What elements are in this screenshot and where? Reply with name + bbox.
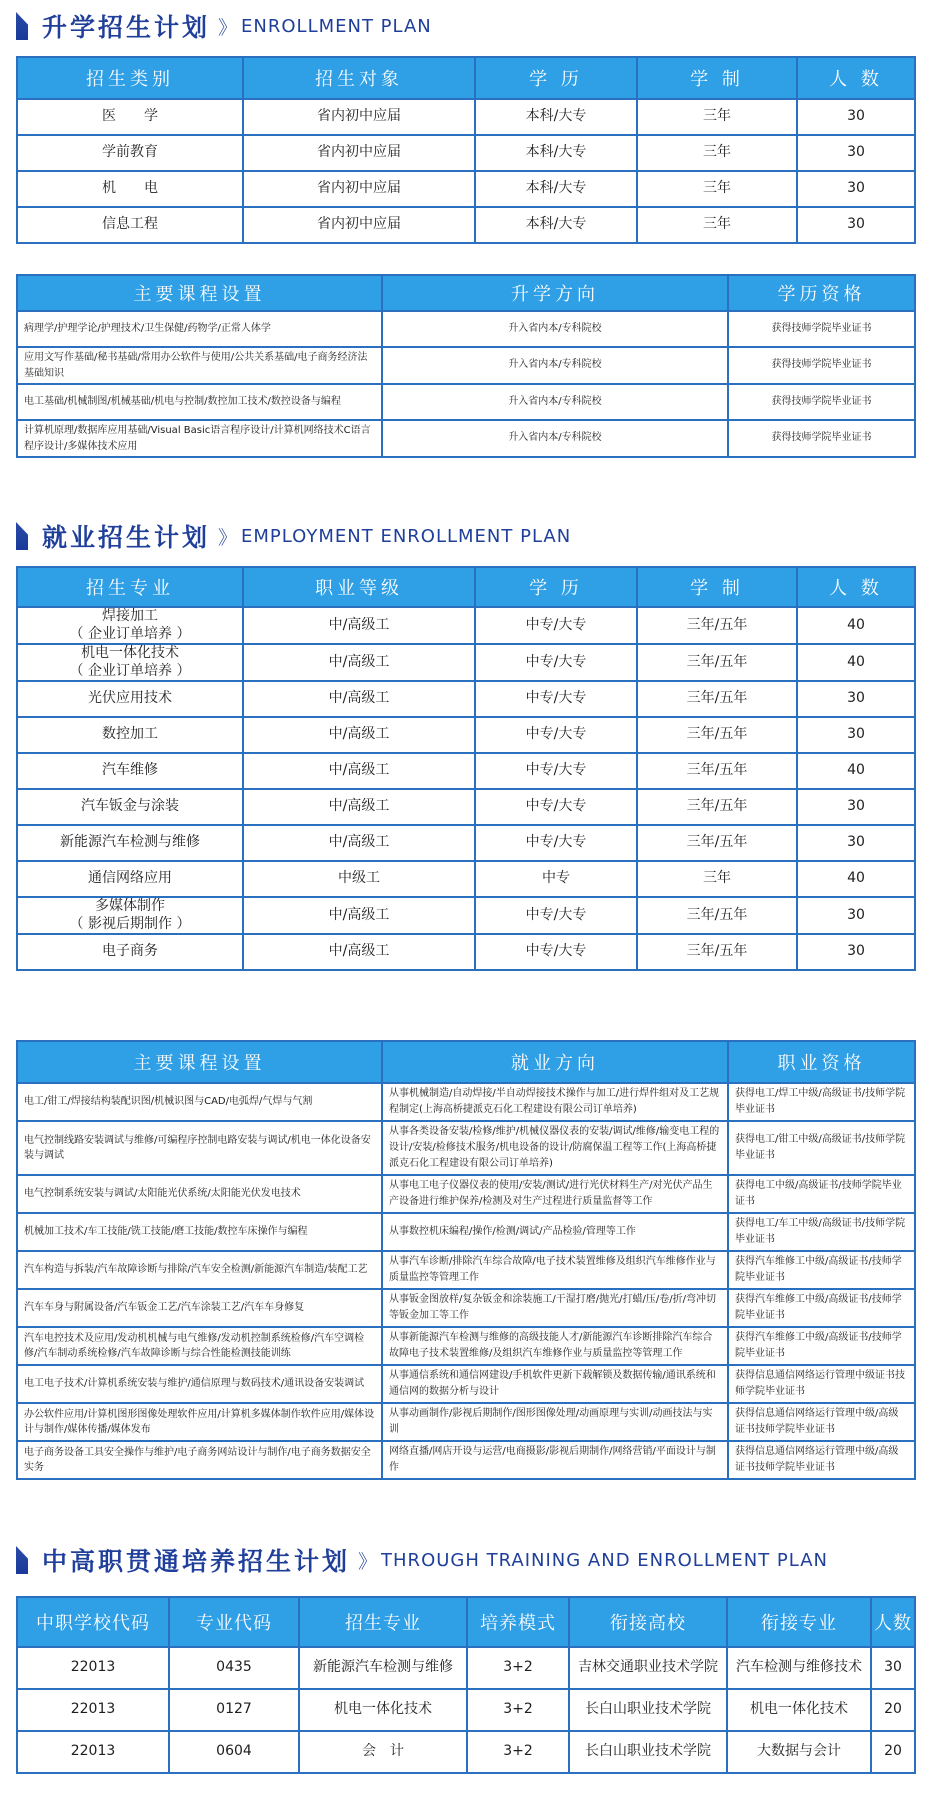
table-cell: 30 — [871, 1647, 915, 1689]
table-row — [17, 717, 915, 753]
column-header: 学 制 — [637, 57, 797, 99]
table-cell: 大数据与会计 — [727, 1731, 871, 1773]
column-header: 主要课程设置 — [17, 1041, 382, 1083]
chevron-right-icon: 》 — [358, 1550, 378, 1573]
table-cell: 吉林交通职业技术学院 — [569, 1647, 727, 1689]
table-cell: 中专/大专 — [475, 717, 637, 753]
table-cell: 通信网络应用 — [17, 861, 243, 897]
column-header: 衔接高校 — [569, 1597, 727, 1647]
table-cell: 长白山职业技术学院 — [569, 1731, 727, 1773]
table-cell: 医 学 — [17, 99, 243, 135]
table-cell: 机 电 — [17, 171, 243, 207]
column-header: 招生专业 — [299, 1597, 467, 1647]
table-cell: 办公软件应用/计算机图形图像处理软件应用/计算机多媒体制作软件应用/媒体设计与制作/媒体传播/媒体发布 — [17, 1403, 382, 1441]
table-cell: 30 — [797, 789, 915, 825]
table-cell: 多媒体制作 （ 影视后期制作 ） — [17, 897, 243, 934]
table-row — [17, 607, 915, 644]
table-cell: 从事电工电子仪器仪表的使用/安装/测试/进行光伏材料生产/对光伏产品生产设备进行维护保养/检测及对生产过程进行质量监督等工作 — [382, 1175, 728, 1213]
table-cell: 中专/大专 — [475, 897, 637, 934]
table-cell: 30 — [797, 897, 915, 934]
table-cell: 省内初中应届 — [243, 99, 475, 135]
table-row — [17, 207, 915, 243]
table-cell: 中/高级工 — [243, 717, 475, 753]
table-row — [17, 897, 915, 934]
section-title-employment — [16, 516, 571, 556]
table-cell: 获得信息通信网络运行管理中级证书技师学院毕业证书 — [728, 1365, 915, 1403]
table-cell: 机械加工技术/车工技能/铣工技能/磨工技能/数控车床操作与编程 — [17, 1213, 382, 1251]
table-cell: 获得电工/车工中级/高级证书/技师学院毕业证书 — [728, 1213, 915, 1251]
table-cell: 三年/五年 — [637, 607, 797, 644]
table-cell: 三年 — [637, 861, 797, 897]
table-cell: 电气控制系统安装与调试/太阳能光伏系统/太阳能光伏发电技术 — [17, 1175, 382, 1213]
table-cell: 中专/大专 — [475, 789, 637, 825]
table-cell: 获得技师学院毕业证书 — [728, 420, 915, 457]
employment-table — [16, 566, 916, 971]
table-row — [17, 644, 915, 681]
section-title-enrollment — [16, 6, 432, 46]
table-cell: 三年/五年 — [637, 897, 797, 934]
employment-course-table — [16, 1040, 916, 1480]
table-cell: 40 — [797, 644, 915, 681]
table-cell: 中专/大专 — [475, 934, 637, 970]
table-row — [17, 1213, 915, 1251]
table-cell: 升入省内本/专科院校 — [382, 420, 728, 457]
table-cell: 长白山职业技术学院 — [569, 1689, 727, 1731]
table-cell: 获得电工中级/高级证书/技师学院毕业证书 — [728, 1175, 915, 1213]
table-cell: 三年 — [637, 207, 797, 243]
column-header: 学 历 — [475, 57, 637, 99]
table-row — [17, 1689, 915, 1731]
column-header: 衔接专业 — [727, 1597, 871, 1647]
table-row — [17, 1731, 915, 1773]
table-cell: 病理学/护理学论/护理技术/卫生保健/药物学/正常人体学 — [17, 311, 382, 347]
table-row — [17, 135, 915, 171]
column-header: 主要课程设置 — [17, 275, 382, 311]
column-header: 职业等级 — [243, 567, 475, 607]
table-cell: 中专/大专 — [475, 753, 637, 789]
table-cell: 中专/大专 — [475, 644, 637, 681]
table-cell: 网络直播/网店开设与运营/电商摄影/影视后期制作/网络营销/平面设计与制作 — [382, 1441, 728, 1479]
column-header: 人 数 — [797, 567, 915, 607]
table-cell: 中/高级工 — [243, 825, 475, 861]
table-cell: 三年/五年 — [637, 789, 797, 825]
table-cell: 电气控制线路安装调试与维修/可编程序控制电路安装与调试/机电一体化设备安装与调试 — [17, 1121, 382, 1175]
table-cell: 获得技师学院毕业证书 — [728, 311, 915, 347]
table-cell: 电子商务设备工具安全操作与维护/电子商务网站设计与制作/电子商务数据安全实务 — [17, 1441, 382, 1479]
table-cell: 30 — [797, 825, 915, 861]
table-row — [17, 1083, 915, 1121]
table-cell: 汽车电控技术及应用/发动机机械与电气维修/发动机控制系统检修/汽车空调检修/汽车制动系统检修/汽车故障诊断与综合性能检测技能训练 — [17, 1327, 382, 1365]
table-cell: 机电一体化技术 — [727, 1689, 871, 1731]
table-cell: 学前教育 — [17, 135, 243, 171]
table-cell: 40 — [797, 607, 915, 644]
table-cell: 获得汽车维修工中级/高级证书/技师学院毕业证书 — [728, 1251, 915, 1289]
table-cell: 电子商务 — [17, 934, 243, 970]
table-cell: 中/高级工 — [243, 681, 475, 717]
table-cell: 30 — [797, 934, 915, 970]
table-cell: 汽车构造与拆装/汽车故障诊断与排除/汽车安全检测/新能源汽车制造/装配工艺 — [17, 1251, 382, 1289]
table-cell: 3+2 — [467, 1647, 569, 1689]
column-header: 人 数 — [797, 57, 915, 99]
section-title-zh: 中高职贯通培养招生计划 — [42, 1547, 351, 1576]
table-cell: 本科/大专 — [475, 99, 637, 135]
table-cell: 省内初中应届 — [243, 207, 475, 243]
table-cell: 中/高级工 — [243, 934, 475, 970]
table-row — [17, 420, 915, 457]
table-row — [17, 934, 915, 970]
table-cell: 30 — [797, 681, 915, 717]
table-cell: 三年 — [637, 99, 797, 135]
table-row — [17, 861, 915, 897]
table-cell: 三年/五年 — [637, 753, 797, 789]
table-cell: 机电一体化技术 （ 企业订单培养 ） — [17, 644, 243, 681]
column-header: 人数 — [871, 1597, 915, 1647]
table-cell: 光伏应用技术 — [17, 681, 243, 717]
table-cell: 中专 — [475, 861, 637, 897]
table-row — [17, 311, 915, 347]
table-cell: 30 — [797, 171, 915, 207]
table-cell: 中专/大专 — [475, 825, 637, 861]
table-cell: 三年/五年 — [637, 825, 797, 861]
table-cell: 中/高级工 — [243, 607, 475, 644]
table-cell: 焊接加工 （ 企业订单培养 ） — [17, 607, 243, 644]
table-cell: 30 — [797, 717, 915, 753]
column-header: 招生对象 — [243, 57, 475, 99]
table-cell: 机电一体化技术 — [299, 1689, 467, 1731]
table-row — [17, 789, 915, 825]
table-cell: 获得信息通信网络运行管理中级/高级证书技师学院毕业证书 — [728, 1441, 915, 1479]
table-cell: 中/高级工 — [243, 789, 475, 825]
table-row — [17, 99, 915, 135]
table-cell: 新能源汽车检测与维修 — [299, 1647, 467, 1689]
section-title-through-training — [16, 1540, 828, 1580]
table-cell: 中专/大专 — [475, 681, 637, 717]
table-cell: 汽车车身与附属设备/汽车钣金工艺/汽车涂装工艺/汽车车身修复 — [17, 1289, 382, 1327]
table-cell: 应用文写作基础/秘书基础/常用办公软件与使用/公共关系基础/电子商务经济法基础知识 — [17, 347, 382, 384]
table-cell: 本科/大专 — [475, 171, 637, 207]
column-header: 招生专业 — [17, 567, 243, 607]
table-row — [17, 825, 915, 861]
column-header: 培养模式 — [467, 1597, 569, 1647]
table-row — [17, 384, 915, 420]
table-row — [17, 681, 915, 717]
table-row — [17, 347, 915, 384]
table-cell: 从事机械制造/自动焊接/半自动焊接技术操作与加工/进行焊件组对及工艺规程制定(上海高桥捷派克石化工程建设有限公司订单培养) — [382, 1083, 728, 1121]
table-cell: 升入省内本/专科院校 — [382, 347, 728, 384]
column-header: 中职学校代码 — [17, 1597, 169, 1647]
table-row — [17, 1441, 915, 1479]
table-cell: 22013 — [17, 1689, 169, 1731]
table-cell: 数控加工 — [17, 717, 243, 753]
table-cell: 从事汽车诊断/排除汽车综合故障/电子技术装置维修及组织汽车维修作业与质量监控等管理工作 — [382, 1251, 728, 1289]
table-cell: 获得技师学院毕业证书 — [728, 347, 915, 384]
table-cell: 获得电工/焊工中级/高级证书/技师学院毕业证书 — [728, 1083, 915, 1121]
table-cell: 从事通信系统和通信网建设/手机软件更新下载解锁及数据传输/通讯系统和通信网的数据分析与设计 — [382, 1365, 728, 1403]
section-title-en: ENROLLMENT PLAN — [241, 15, 432, 37]
table-cell: 计算机原理/数据库应用基础/Visual Basic语言程序设计/计算机网络技术C语言程序设计/多媒体技术应用 — [17, 420, 382, 457]
column-header: 学 制 — [637, 567, 797, 607]
column-header: 学 历 — [475, 567, 637, 607]
table-row — [17, 1289, 915, 1327]
column-header: 职业资格 — [728, 1041, 915, 1083]
table-cell: 电工/钳工/焊接结构装配识图/机械识图与CAD/电弧焊/气焊与气割 — [17, 1083, 382, 1121]
table-cell: 3+2 — [467, 1731, 569, 1773]
section-title-zh: 升学招生计划 — [42, 13, 211, 42]
table-cell: 获得汽车维修工中级/高级证书/技师学院毕业证书 — [728, 1289, 915, 1327]
table-row — [17, 753, 915, 789]
table-cell: 电工电子技术/计算机系统安装与维护/通信原理与数码技术/通讯设备安装调试 — [17, 1365, 382, 1403]
title-marker-icon — [16, 1546, 30, 1574]
table-row — [17, 1251, 915, 1289]
table-cell: 升入省内本/专科院校 — [382, 384, 728, 420]
table-cell: 从事钣金图放样/复杂钣金和涂装施工/干湿打磨/抛光/打蜡/压/卷/折/弯冲切等钣金加工等工作 — [382, 1289, 728, 1327]
table-cell: 汽车钣金与涂装 — [17, 789, 243, 825]
column-header: 招生类别 — [17, 57, 243, 99]
table-cell: 三年 — [637, 171, 797, 207]
through-training-table — [16, 1596, 916, 1774]
table-cell: 汽车检测与维修技术 — [727, 1647, 871, 1689]
table-row — [17, 171, 915, 207]
table-cell: 中/高级工 — [243, 753, 475, 789]
table-cell: 新能源汽车检测与维修 — [17, 825, 243, 861]
table-row — [17, 1327, 915, 1365]
table-cell: 三年 — [637, 135, 797, 171]
table-cell: 会 计 — [299, 1731, 467, 1773]
column-header: 就业方向 — [382, 1041, 728, 1083]
table-cell: 升入省内本/专科院校 — [382, 311, 728, 347]
table-cell: 40 — [797, 861, 915, 897]
table-cell: 三年/五年 — [637, 717, 797, 753]
table-cell: 电工基础/机械制图/机械基础/机电与控制/数控加工技术/数控设备与编程 — [17, 384, 382, 420]
table-cell: 3+2 — [467, 1689, 569, 1731]
table-cell: 汽车维修 — [17, 753, 243, 789]
column-header: 专业代码 — [169, 1597, 299, 1647]
table-cell: 本科/大专 — [475, 207, 637, 243]
table-cell: 信息工程 — [17, 207, 243, 243]
table-cell: 获得汽车维修工中级/高级证书/技师学院毕业证书 — [728, 1327, 915, 1365]
table-row — [17, 1647, 915, 1689]
table-cell: 0435 — [169, 1647, 299, 1689]
table-cell: 三年/五年 — [637, 934, 797, 970]
table-cell: 本科/大专 — [475, 135, 637, 171]
table-cell: 22013 — [17, 1731, 169, 1773]
table-cell: 获得信息通信网络运行管理中级/高级证书技师学院毕业证书 — [728, 1403, 915, 1441]
title-marker-icon — [16, 522, 30, 550]
table-cell: 30 — [797, 207, 915, 243]
table-row — [17, 1365, 915, 1403]
table-cell: 省内初中应届 — [243, 171, 475, 207]
table-cell: 三年/五年 — [637, 681, 797, 717]
table-cell: 20 — [871, 1731, 915, 1773]
table-row — [17, 1403, 915, 1441]
enrollment-course-table — [16, 274, 916, 458]
table-cell: 中专/大专 — [475, 607, 637, 644]
table-cell: 中/高级工 — [243, 897, 475, 934]
section-title-zh: 就业招生计划 — [42, 523, 211, 552]
table-cell: 中级工 — [243, 861, 475, 897]
table-cell: 从事新能源汽车检测与维修的高级技能人才/新能源汽车诊断排除汽车综合故障电子技术装置维修/及组织汽车维修作业与质量监控等管理工作 — [382, 1327, 728, 1365]
table-cell: 0127 — [169, 1689, 299, 1731]
table-cell: 22013 — [17, 1647, 169, 1689]
table-cell: 30 — [797, 135, 915, 171]
table-row — [17, 1175, 915, 1213]
table-cell: 从事数控机床编程/操作/检测/调试/产品检验/管理等工作 — [382, 1213, 728, 1251]
chevron-right-icon: 》 — [218, 16, 238, 39]
table-cell: 20 — [871, 1689, 915, 1731]
table-cell: 从事动画制作/影视后期制作/图形图像处理/动画原理与实训/动画技法与实训 — [382, 1403, 728, 1441]
table-cell: 中/高级工 — [243, 644, 475, 681]
chevron-right-icon: 》 — [218, 526, 238, 549]
title-marker-icon — [16, 12, 30, 40]
table-cell: 获得电工/钳工中级/高级证书/技师学院毕业证书 — [728, 1121, 915, 1175]
table-row — [17, 1121, 915, 1175]
table-cell: 30 — [797, 99, 915, 135]
table-cell: 0604 — [169, 1731, 299, 1773]
section-title-en: EMPLOYMENT ENROLLMENT PLAN — [241, 525, 572, 547]
table-cell: 40 — [797, 753, 915, 789]
enrollment-table — [16, 56, 916, 244]
table-cell: 获得技师学院毕业证书 — [728, 384, 915, 420]
table-cell: 从事各类设备安装/检修/维护/机械仪器仪表的安装/调试/维修/输变电工程的设计/安装/检修技术服务/机电设备的设计/防腐保温工程等工作(上海高桥捷派克石化工程建设有限公司订单培养) — [382, 1121, 728, 1175]
column-header: 升学方向 — [382, 275, 728, 311]
table-cell: 省内初中应届 — [243, 135, 475, 171]
table-cell: 三年/五年 — [637, 644, 797, 681]
section-title-en: THROUGH TRAINING AND ENROLLMENT PLAN — [381, 1549, 829, 1571]
column-header: 学历资格 — [728, 275, 915, 311]
